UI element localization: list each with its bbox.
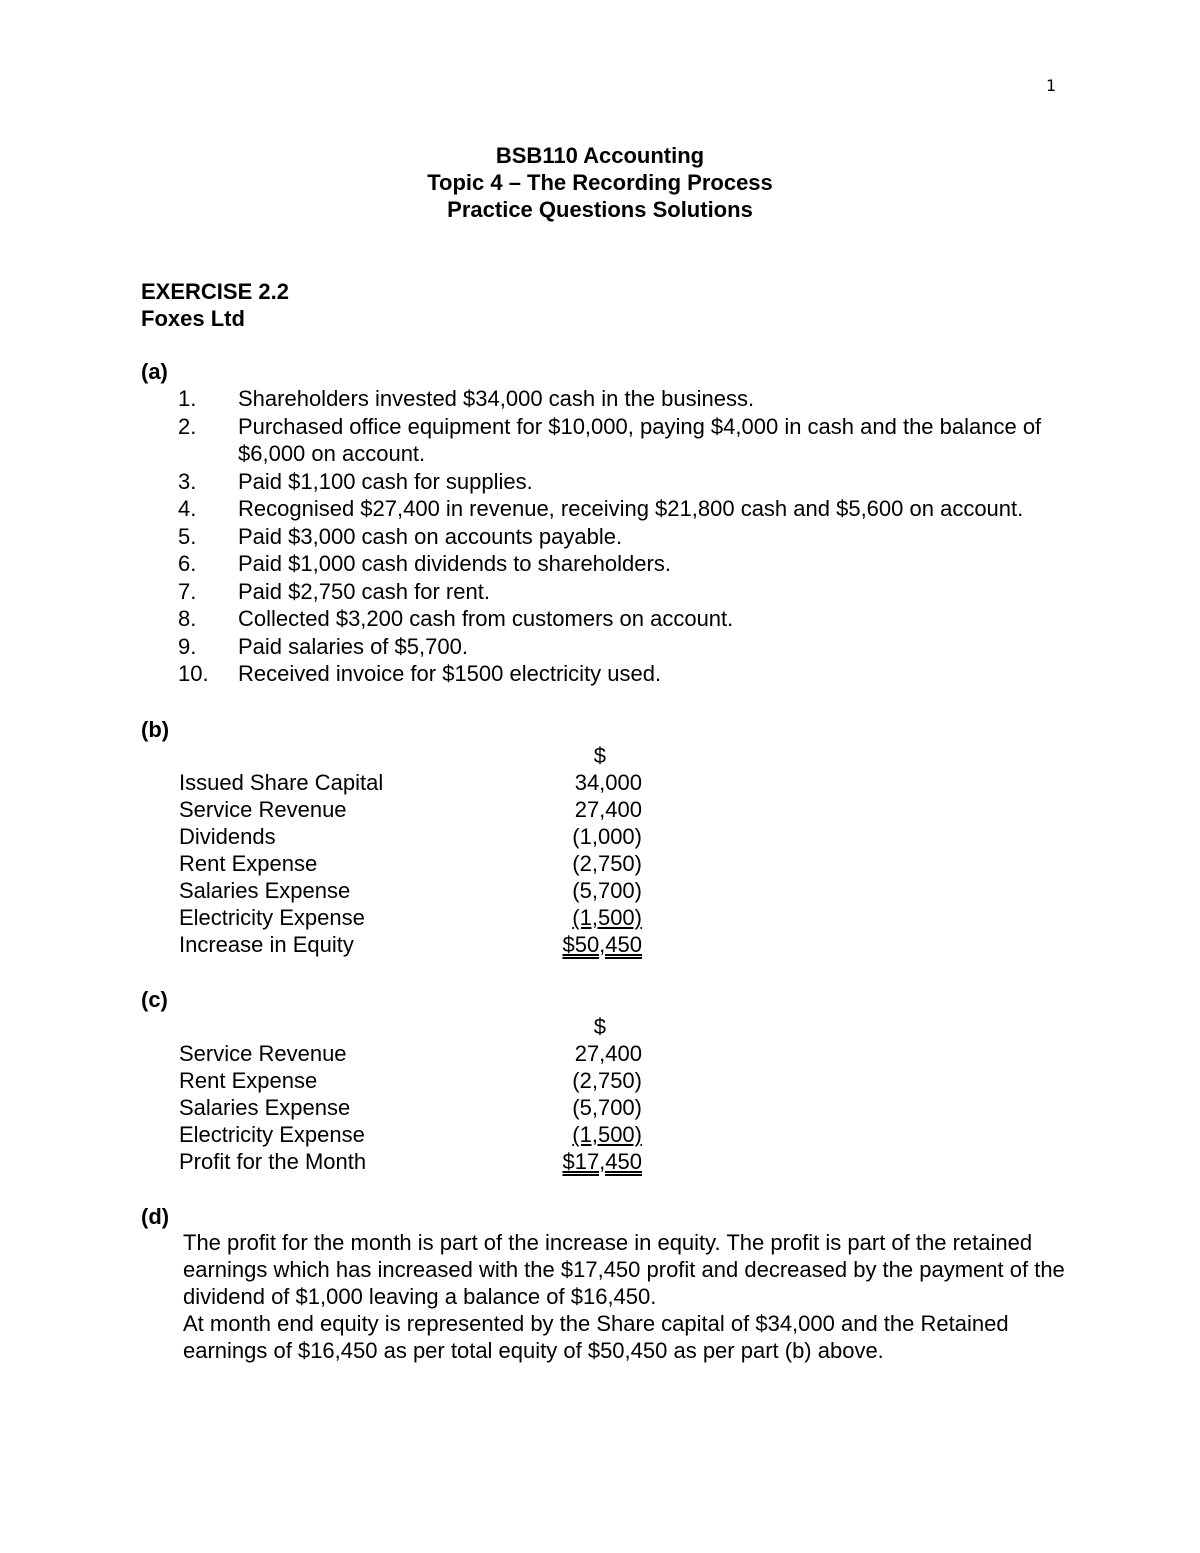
list-item bbox=[178, 385, 1108, 413]
list-item bbox=[178, 468, 1108, 496]
row-label: Electricity Expense bbox=[179, 905, 365, 930]
item-text: Paid $1,100 cash for supplies. bbox=[238, 468, 533, 494]
title-subtitle: Practice Questions Solutions bbox=[447, 197, 753, 222]
explanation bbox=[183, 1229, 1083, 1364]
item-text: Paid $1,000 cash dividends to shareholders. bbox=[238, 551, 671, 576]
item-text: Recognised $27,400 in revenue, receiving $21,800 cash and $5,600 on account. bbox=[238, 496, 1024, 521]
table-row bbox=[179, 823, 649, 850]
statement-header bbox=[179, 742, 649, 769]
row-label: Service Revenue bbox=[179, 1041, 347, 1066]
table-row bbox=[179, 769, 649, 796]
row-label: Dividends bbox=[179, 824, 276, 849]
row-label: Salaries Expense bbox=[179, 878, 351, 903]
list-item bbox=[178, 633, 1108, 661]
company-name: Foxes Ltd bbox=[141, 306, 245, 331]
item-number: 6. bbox=[178, 551, 197, 576]
currency-header: $ bbox=[593, 1014, 606, 1039]
total-row bbox=[179, 931, 649, 958]
table-row bbox=[179, 1040, 649, 1067]
row-label: Salaries Expense bbox=[179, 1095, 351, 1120]
exercise-heading bbox=[141, 278, 289, 332]
table-row bbox=[179, 1121, 649, 1148]
part-a-label: (a) bbox=[141, 359, 168, 384]
equity-statement bbox=[179, 742, 649, 958]
list-item bbox=[178, 495, 1108, 523]
list-item bbox=[178, 550, 1108, 578]
item-number: 4. bbox=[178, 496, 197, 521]
list-item bbox=[178, 605, 1108, 633]
transaction-list bbox=[178, 385, 1108, 688]
document-title bbox=[0, 142, 1200, 223]
row-label: Issued Share Capital bbox=[179, 770, 384, 795]
item-text: Shareholders invested $34,000 cash in the business. bbox=[238, 386, 755, 411]
item-number: 1. bbox=[178, 386, 197, 411]
item-text: Received invoice for $1500 electricity used. bbox=[238, 661, 662, 686]
row-amount: (5,700) bbox=[572, 878, 642, 903]
row-label: Electricity Expense bbox=[179, 1122, 365, 1147]
table-row bbox=[179, 850, 649, 877]
item-number: 8. bbox=[178, 606, 197, 631]
row-amount: 34,000 bbox=[574, 770, 642, 795]
title-course: BSB110 Accounting bbox=[495, 143, 705, 168]
row-amount: (2,750) bbox=[572, 851, 642, 876]
statement-header bbox=[179, 1013, 649, 1040]
table-row bbox=[179, 1067, 649, 1094]
exercise-label: EXERCISE 2.2 bbox=[141, 279, 289, 304]
list-item bbox=[178, 413, 1108, 468]
row-amount: (1,000) bbox=[572, 824, 642, 849]
item-text: Paid salaries of $5,700. bbox=[238, 633, 468, 659]
item-text: Purchased office equipment for $10,000, paying $4,000 in cash and the balance of $6,000 on account. bbox=[238, 413, 1042, 466]
row-amount: 27,400 bbox=[574, 1041, 642, 1066]
item-number: 3. bbox=[178, 468, 197, 494]
table-row bbox=[179, 904, 649, 931]
list-item bbox=[178, 660, 1108, 688]
part-d-label: (d) bbox=[141, 1204, 170, 1229]
list-item bbox=[178, 578, 1108, 606]
part-c-label: (c) bbox=[141, 987, 168, 1012]
table-row bbox=[179, 1094, 649, 1121]
item-number: 2. bbox=[178, 413, 197, 439]
item-number: 7. bbox=[178, 578, 197, 604]
row-amount: (1,500) bbox=[572, 905, 642, 930]
row-amount: (1,500) bbox=[572, 1122, 642, 1147]
total-amount: $50,450 bbox=[562, 932, 642, 957]
row-amount: (2,750) bbox=[572, 1068, 642, 1093]
row-amount: 27,400 bbox=[574, 797, 642, 822]
table-row bbox=[179, 796, 649, 823]
item-text: Paid $2,750 cash for rent. bbox=[238, 578, 490, 604]
total-amount: $17,450 bbox=[562, 1149, 642, 1174]
total-label: Increase in Equity bbox=[179, 932, 354, 957]
title-topic: Topic 4 – The Recording Process bbox=[427, 170, 773, 195]
table-row bbox=[179, 877, 649, 904]
item-number: 9. bbox=[178, 633, 197, 659]
row-amount: (5,700) bbox=[572, 1095, 642, 1120]
item-text: Collected $3,200 cash from customers on account. bbox=[238, 606, 734, 631]
explanation-paragraph-2: At month end equity is represented by the Share capital of $34,000 and the Retained earnings of $16,450 as per total equity of $50,450 as per part (b) above. bbox=[183, 1311, 1009, 1363]
row-label: Service Revenue bbox=[179, 797, 347, 822]
explanation-paragraph-1: The profit for the month is part of the increase in equity. The profit is part of the retained earnings which has increased with the $17,450 profit and decreased by the payment of the dividend of $1,000 leaving a balance of $16,450. bbox=[183, 1230, 1065, 1309]
part-b-label: (b) bbox=[141, 717, 170, 742]
page-number: 1 bbox=[1046, 76, 1057, 95]
row-label: Rent Expense bbox=[179, 1068, 318, 1093]
currency-header: $ bbox=[593, 743, 606, 768]
profit-statement bbox=[179, 1013, 649, 1175]
item-number: 5. bbox=[178, 523, 197, 549]
list-item bbox=[178, 523, 1108, 551]
row-label: Rent Expense bbox=[179, 851, 318, 876]
total-row bbox=[179, 1148, 649, 1175]
item-number: 10. bbox=[178, 661, 209, 686]
total-label: Profit for the Month bbox=[179, 1149, 367, 1174]
item-text: Paid $3,000 cash on accounts payable. bbox=[238, 523, 623, 549]
